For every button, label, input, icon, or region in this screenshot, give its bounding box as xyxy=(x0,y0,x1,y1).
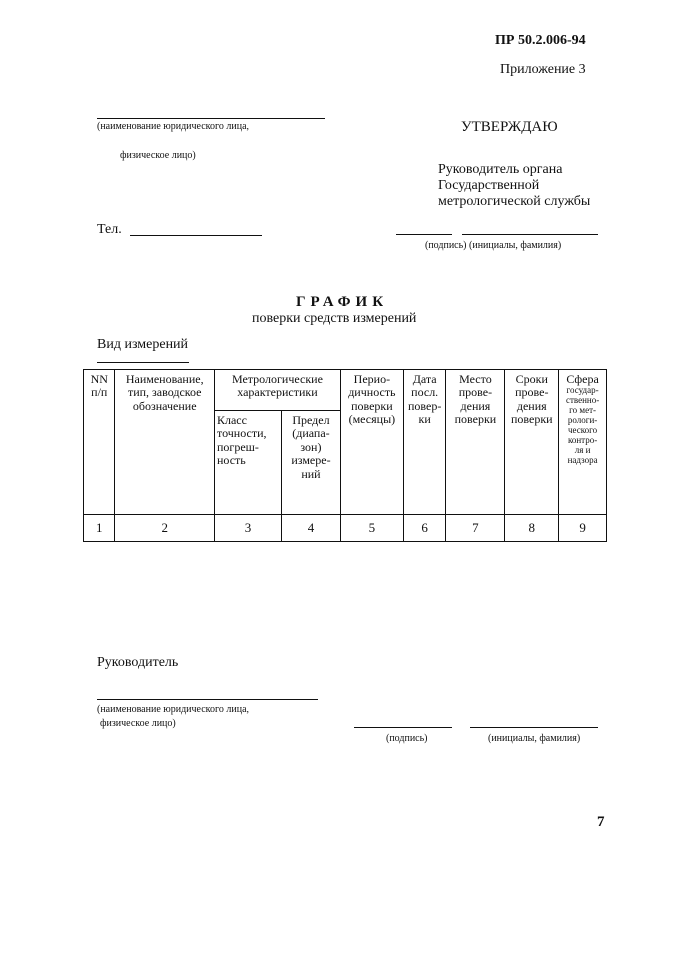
entity-caption-continued: физическое лицо) xyxy=(120,150,196,161)
column-number: 8 xyxy=(505,515,559,542)
name-line xyxy=(462,234,598,235)
header-text: контро- xyxy=(567,434,598,445)
column-number: 2 xyxy=(115,515,215,542)
header-text: точности, xyxy=(216,426,267,441)
col-periodicity-header xyxy=(340,370,403,515)
col-sphere-header xyxy=(559,370,607,515)
header-text: посл. xyxy=(411,385,439,400)
col-place-header xyxy=(446,370,505,515)
header-text: Место xyxy=(459,372,492,386)
header-text: повер- xyxy=(407,398,442,413)
document-subtitle: поверки средств измерений xyxy=(252,311,417,326)
header-text: прове- xyxy=(458,385,493,400)
approver-title xyxy=(438,162,590,210)
header-text: (диапа- xyxy=(292,426,330,441)
header-text: ний xyxy=(301,466,321,481)
header-text: дичность xyxy=(348,385,396,400)
signature-line xyxy=(396,234,452,235)
column-number: 7 xyxy=(446,515,505,542)
footer-head-label: Руководитель xyxy=(97,655,179,670)
schedule-table xyxy=(83,369,607,542)
footer-entity-caption: (наименование юридического лица, xyxy=(97,704,250,715)
signature-caption: (подпись) (инициалы, фамилия) xyxy=(425,240,562,251)
footer-name-line xyxy=(470,727,598,728)
header-text: NN xyxy=(90,372,108,386)
header-text: Класс xyxy=(216,413,247,427)
column-number: 4 xyxy=(282,515,341,542)
approver-title-line: Государственной xyxy=(438,178,540,193)
header-text: ственно- xyxy=(565,395,600,406)
column-number: 9 xyxy=(559,515,607,542)
header-text: дения xyxy=(516,398,547,413)
tel-label: Тел. xyxy=(97,222,122,237)
approver-title-line: Руководитель органа xyxy=(438,162,563,177)
header-text: ки xyxy=(418,412,431,427)
header-text: характеристики xyxy=(237,385,318,400)
header-text: надзора xyxy=(567,454,598,465)
header-text: Сроки xyxy=(515,372,548,386)
approve-label: УТВЕРЖДАЮ xyxy=(461,119,558,135)
measurement-type-line xyxy=(97,362,189,363)
column-number-row xyxy=(84,515,607,542)
table-header-row xyxy=(84,370,607,411)
header-text: поверки xyxy=(454,412,497,427)
document-title: ГРАФИК xyxy=(296,294,389,310)
header-text: ля и xyxy=(574,444,591,455)
appendix-label: Приложение 3 xyxy=(500,62,586,77)
header-text: рологи- xyxy=(567,415,598,426)
header-text: прове- xyxy=(515,385,549,400)
header-text: дения xyxy=(460,398,491,413)
col-name-header xyxy=(115,370,215,515)
col-number-header xyxy=(84,370,115,515)
entity-caption: (наименование юридического лица, xyxy=(97,121,250,132)
header-text: зон) xyxy=(300,439,322,454)
header-text: Метрологические xyxy=(231,372,323,386)
column-number: 1 xyxy=(84,515,115,542)
col-metrological-header xyxy=(214,370,340,411)
header-text: Дата xyxy=(412,372,437,386)
header-text: п/п xyxy=(91,385,108,400)
header-text: измере- xyxy=(291,453,331,468)
header-text: го мет- xyxy=(569,405,597,416)
col-accuracy-header xyxy=(214,411,281,515)
measurement-type-label: Вид измерений xyxy=(97,337,189,352)
header-text: Сфера xyxy=(566,372,599,386)
header-text: ческого xyxy=(568,425,598,435)
column-number: 5 xyxy=(340,515,403,542)
header-text: обозначение xyxy=(132,398,197,413)
header-text: поверки xyxy=(510,412,553,427)
footer-name-caption: (инициалы, фамилия) xyxy=(488,733,581,744)
header-text: поверки xyxy=(351,398,393,413)
col-last-date-header xyxy=(403,370,446,515)
footer-entity-line xyxy=(97,699,318,700)
footer-entity-caption-continued: физическое лицо) xyxy=(100,718,176,729)
col-range-header xyxy=(282,411,341,515)
header-text: (месяцы) xyxy=(348,412,396,427)
document-code: ПР 50.2.006-94 xyxy=(495,33,586,48)
header-text: Перио- xyxy=(353,372,391,386)
column-number: 6 xyxy=(403,515,446,542)
footer-signature-caption: (подпись) xyxy=(386,733,428,744)
approver-title-line: метрологической службы xyxy=(438,194,591,209)
header-text: тип, заводское xyxy=(127,385,202,400)
column-number: 3 xyxy=(214,515,281,542)
tel-line xyxy=(130,235,262,236)
header-text: государ- xyxy=(566,385,599,396)
header-text: ность xyxy=(216,453,246,468)
entity-name-line xyxy=(97,118,325,119)
footer-signature-line xyxy=(354,727,452,728)
col-terms-header xyxy=(505,370,559,515)
header-text: Предел xyxy=(292,413,330,427)
header-text: Наименование, xyxy=(125,372,204,386)
page-number: 7 xyxy=(597,814,605,830)
header-text: погреш- xyxy=(216,439,259,454)
